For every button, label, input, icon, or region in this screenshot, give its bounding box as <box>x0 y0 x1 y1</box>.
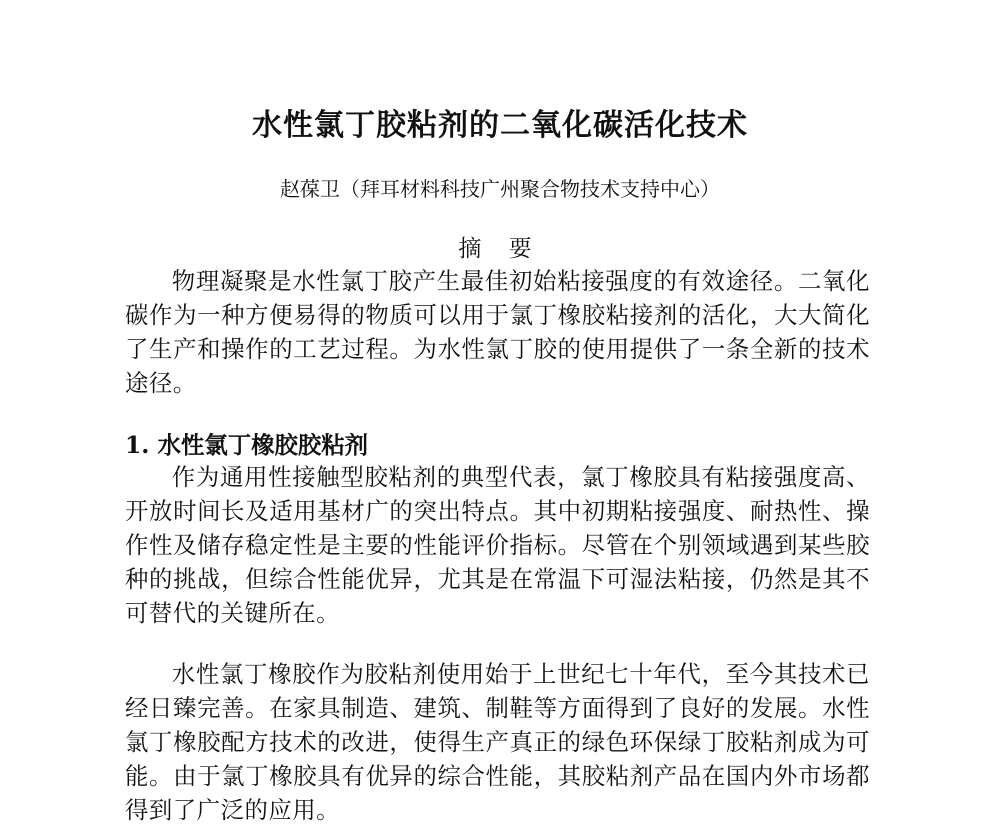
section-heading: 1. 水性氯丁橡胶胶粘剂 <box>125 431 369 459</box>
section-paragraph: 作为通用性接触型胶粘剂的典型代表，氯丁橡胶具有粘接强度高、开放时间长及适用基材广的突出特点。其中初期粘接强度、耐热性、操作性及储存稳定性是主要的性能评价指标。尽管在个别领域遇到某些胶种的挑战，但综合性能优异，尤其是在常温下可湿法粘接，仍然是其不可替代的关键所在。 <box>125 463 870 627</box>
paper-title: 水性氯丁胶粘剂的二氧化碳活化技术 <box>252 108 748 143</box>
author-affiliation: 赵葆卫（拜耳材料科技广州聚合物技术支持中心） <box>280 177 720 201</box>
abstract-text: 物理凝聚是水性氯丁胶产生最佳初始粘接强度的有效途径。二氧化碳作为一种方便易得的物质可以用于氯丁橡胶粘接剂的活化，大大简化了生产和操作的工艺过程。为水性氯丁胶的使用提供了一条全新的技术途径。 <box>125 267 870 397</box>
section-paragraph: 水性氯丁橡胶作为胶粘剂使用始于上世纪七十年代，至今其技术已经日臻完善。在家具制造、建筑、制鞋等方面得到了良好的发展。水性氯丁橡胶配方技术的改进，使得生产真正的绿色环保绿丁胶粘剂成为可能。由于氯丁橡胶具有优异的综合性能，其胶粘剂产品在国内外市场都得到了广泛的应用。 <box>125 660 870 824</box>
abstract-heading: 摘 要 <box>458 236 542 262</box>
